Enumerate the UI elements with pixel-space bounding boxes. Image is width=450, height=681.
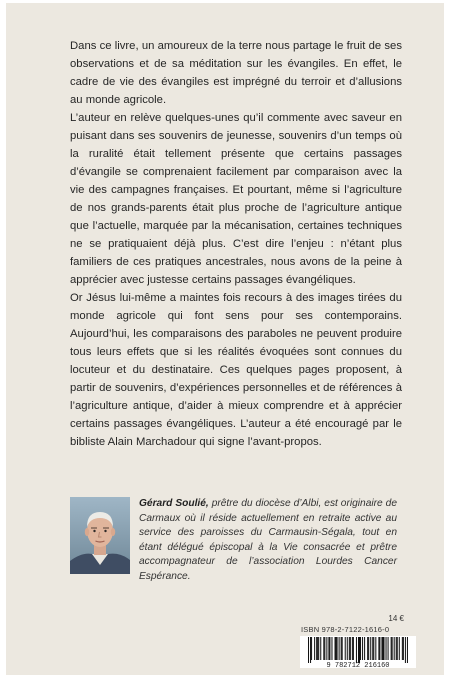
barcode-bar bbox=[379, 637, 380, 660]
barcode-bar bbox=[310, 637, 311, 663]
barcode-bar bbox=[341, 637, 342, 660]
author-photo bbox=[70, 497, 130, 574]
barcode-bar bbox=[405, 637, 406, 663]
barcode-bar bbox=[386, 637, 387, 660]
barcode-bar bbox=[320, 637, 321, 660]
barcode-bar bbox=[324, 637, 325, 660]
back-cover-blurb bbox=[70, 37, 402, 451]
barcode-bar bbox=[396, 637, 397, 660]
barcode-bar bbox=[353, 637, 354, 660]
barcode-bar bbox=[397, 637, 398, 660]
barcode-bar bbox=[331, 637, 332, 660]
barcode-bar bbox=[345, 637, 346, 660]
back-cover bbox=[6, 3, 444, 675]
barcode-bar bbox=[328, 637, 329, 660]
barcode-bar bbox=[391, 637, 392, 660]
barcode-bar bbox=[352, 637, 353, 660]
barcode-bar bbox=[329, 637, 330, 660]
barcode-bar bbox=[367, 637, 368, 660]
barcode-bar bbox=[317, 637, 318, 660]
barcode-digits: 9 782712 216160 bbox=[326, 662, 390, 668]
blurb-paragraph-1: Dans ce livre, un amoureux de la terre nous partage le fruit de ses observations et de sa méditation sur les évangiles. En effet, le cadre de vie des évangiles est imprégné du terroir et d’allusions au monde agricole. bbox=[70, 40, 402, 106]
barcode-bar bbox=[364, 637, 365, 660]
barcode-bar bbox=[342, 637, 343, 660]
barcode-bar bbox=[311, 637, 312, 660]
barcode-bar bbox=[358, 637, 359, 663]
barcode-bar bbox=[362, 637, 363, 660]
barcode-bar bbox=[318, 637, 319, 660]
barcode-bar bbox=[388, 637, 389, 660]
barcode-bar bbox=[335, 637, 336, 660]
barcode-bar bbox=[316, 637, 317, 660]
barcode-bar bbox=[326, 637, 327, 660]
author-name: Gérard Soulié, bbox=[139, 498, 209, 509]
barcode-bar bbox=[314, 637, 315, 660]
barcode-bar bbox=[403, 637, 404, 660]
barcode-bar bbox=[323, 637, 324, 660]
barcode-bar bbox=[356, 637, 357, 663]
barcode bbox=[300, 636, 416, 668]
barcode-bar bbox=[349, 637, 350, 660]
barcode-bar bbox=[392, 637, 393, 660]
blurb-paragraph-3: Or Jésus lui-même a maintes fois recours à des images tirées du monde agricole qui font sens pour ses contemporains. Aujourd’hui, les comparaisons des paraboles ne peuvent produire tous leurs effets que si les réalités évoquées sont connues du locuteur et du destinataire. Ces quelques pages proposent, à partir de souvenirs, d’expériences personnelles et de références à l’agriculture antique, d’aider à mieux comprendre et à apprécier certains passages évangéliques. L’auteur a été encouragé par le bibliste Alain Marchadour qui signe l’avant-propos. bbox=[70, 292, 402, 448]
barcode-bar bbox=[308, 637, 309, 663]
barcode-bar bbox=[339, 637, 340, 660]
barcode-bar bbox=[336, 637, 337, 660]
barcode-bar bbox=[383, 637, 384, 660]
barcode-bar bbox=[402, 637, 403, 660]
barcode-bar bbox=[350, 637, 351, 660]
barcode-bar bbox=[378, 637, 379, 660]
barcode-bar bbox=[337, 637, 338, 660]
barcode-bar bbox=[382, 637, 383, 660]
barcode-bar bbox=[399, 637, 400, 660]
barcode-bar bbox=[373, 637, 374, 660]
barcode-bar bbox=[394, 637, 395, 660]
barcode-bar bbox=[359, 637, 360, 663]
price-label: 14 € bbox=[388, 614, 404, 623]
barcode-bar bbox=[375, 637, 376, 660]
barcode-bar bbox=[407, 637, 408, 663]
barcode-bar bbox=[381, 637, 382, 660]
barcode-bar bbox=[360, 637, 361, 660]
blurb-paragraph-2: L’auteur en relève quelques-unes qu’il commente avec saveur en puisant dans ses souvenirs de jeunesse, souvenirs d’un temps où la ruralité était tellement présente que certains passages d’évangile se comprenaient facilement par comparaison avec la vie des campagnes françaises. Et pourtant, même si l’agriculture de nos grands-parents était plus proche de l’agriculture antique que l’actuelle, marquée par la mécanisation, certaines techniques ne se pratiquaient déjà plus. C’est dire l’enjeu : n’étant plus familiers de ces pratiques ancestrales, nous avons de la peine à apprécier avec justesse certains passages évangéliques. bbox=[70, 112, 402, 286]
author-bio-text: prêtre du diocèse d’Albi, est originaire de Carmaux où il réside actuellement en retraite active au service des paroisses du Carmausin-Ségala, tout en étant délégué épiscopal à la Vie consacrée et prêtre accompagnateur de l’association Lourdes Cancer Espérance. bbox=[139, 498, 397, 582]
barcode-bar bbox=[372, 637, 373, 660]
isbn-label: ISBN 978-2-7122-1616-0 bbox=[301, 625, 390, 634]
author-bio bbox=[139, 497, 397, 585]
barcode-bar bbox=[368, 637, 369, 660]
barcode-bar bbox=[347, 637, 348, 660]
barcode-bar bbox=[370, 637, 371, 660]
